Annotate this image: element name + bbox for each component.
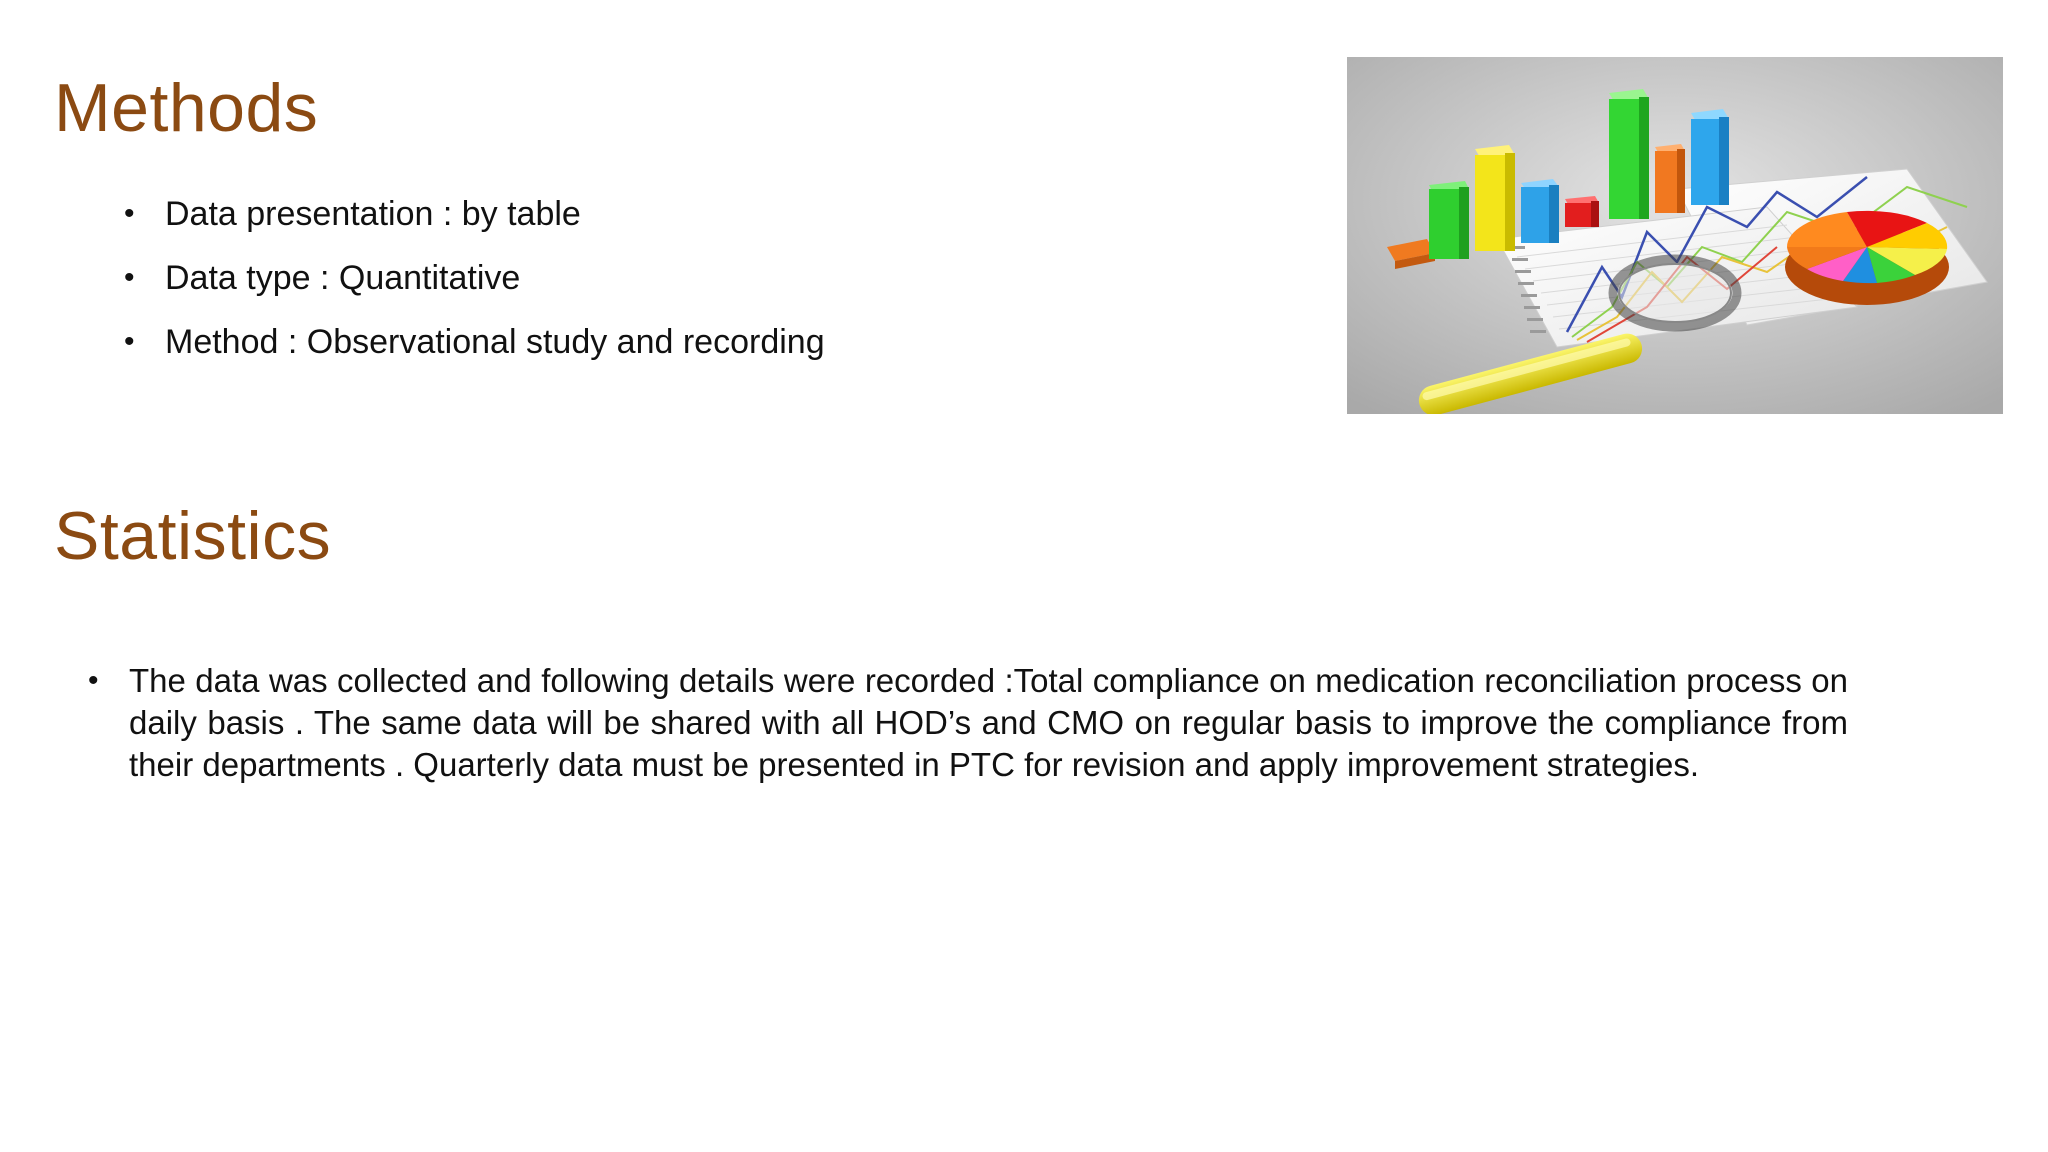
methods-bullet-text: Method : Observational study and recording: [165, 323, 825, 361]
statistics-bullet-text: The data was collected and following details were recorded :Total compliance on medication reconciliation process on daily basis . The same data will be shared with all HOD’s and CMO on regular basis to improve the compliance from their departments . Quarterly data must be presented in PTC for revision and apply improvement strategies.: [129, 662, 1848, 783]
statistics-bullet-item: [88, 660, 1848, 786]
bullet-icon: •: [124, 325, 135, 358]
methods-bullet-list: [124, 192, 825, 384]
methods-heading: Methods: [54, 70, 319, 146]
methods-bullet-item: [124, 320, 825, 384]
charts-magnifier-illustration: [1347, 57, 2003, 414]
methods-bullet-text: Data presentation : by table: [165, 195, 581, 233]
statistics-heading: Statistics: [54, 498, 332, 574]
bullet-icon: •: [88, 664, 99, 697]
statistics-bullet-list: [88, 660, 1848, 786]
methods-bullet-item: [124, 192, 825, 256]
methods-bullet-item: [124, 256, 825, 320]
bullet-icon: •: [124, 261, 135, 294]
methods-bullet-text: Data type : Quantitative: [165, 259, 521, 297]
bullet-icon: •: [124, 197, 135, 230]
